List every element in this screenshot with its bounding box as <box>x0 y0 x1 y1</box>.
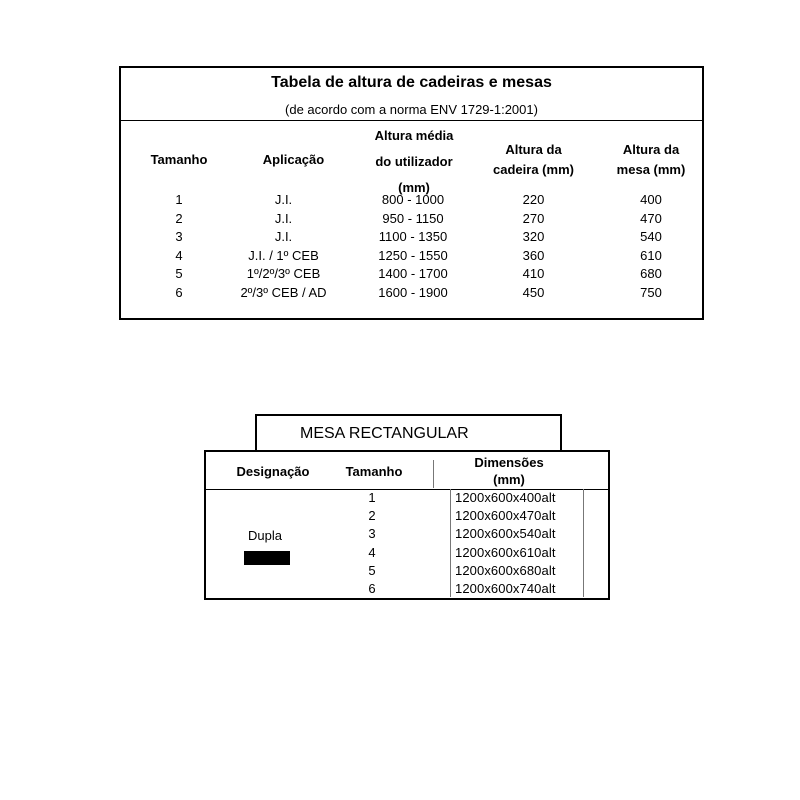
cell-utilizador: 1250 - 1550 <box>378 247 448 263</box>
table-subtitle: (de acordo com a norma ENV 1729-1:2001) <box>285 102 538 117</box>
table-body <box>121 192 702 303</box>
table-title: MESA RECTANGULAR <box>300 425 469 442</box>
header-divider <box>121 120 702 121</box>
header-line: Dimensões <box>474 455 544 470</box>
table-row <box>121 229 702 248</box>
table-row <box>206 545 608 563</box>
table-body <box>206 490 608 599</box>
cell-aplicacao: J.I. <box>274 229 293 244</box>
cell-aplicacao: J.I. / 1º CEB <box>248 247 319 263</box>
cell-mesa: 540 <box>640 229 662 244</box>
rectangular-table-dimensions <box>204 450 610 600</box>
cell-tamanho: 3 <box>368 526 376 542</box>
cell-utilizador: 1400 - 1700 <box>378 266 448 281</box>
column-header-altura-mesa <box>596 140 706 180</box>
chair-table-height-table <box>119 66 704 320</box>
cell-aplicacao: J.I. <box>274 192 293 207</box>
column-header-dimensoes <box>434 454 584 488</box>
table-row <box>121 266 702 285</box>
column-divider <box>433 460 434 488</box>
cell-tamanho: 2 <box>175 210 183 226</box>
column-header-altura-cadeira <box>471 140 596 180</box>
cell-utilizador: 1600 - 1900 <box>378 284 448 300</box>
column-header-designacao: Designação <box>236 464 310 479</box>
table-row <box>206 563 608 581</box>
cell-aplicacao: 1º/2º/3º CEB <box>246 266 321 281</box>
table-row <box>206 508 608 526</box>
cell-mesa: 750 <box>640 284 662 300</box>
header-line: mesa (mm) <box>616 162 686 177</box>
header-line: Altura média <box>374 128 454 143</box>
cell-tamanho: 3 <box>175 229 183 244</box>
cell-dimensao: 1200x600x400alt <box>455 490 556 505</box>
header-line: do utilizador <box>375 154 453 169</box>
cell-utilizador: 800 - 1000 <box>381 192 445 207</box>
column-header-altura-utilizador <box>359 123 469 201</box>
header-line: Altura da <box>505 142 562 157</box>
table-row <box>121 211 702 230</box>
cell-dimensao: 1200x600x610alt <box>455 544 556 560</box>
cell-cadeira: 220 <box>522 192 545 207</box>
cell-mesa: 400 <box>640 192 662 207</box>
cell-tamanho: 1 <box>175 192 183 207</box>
column-header-tamanho: Tamanho <box>150 152 208 167</box>
cell-utilizador: 950 - 1150 <box>382 210 444 226</box>
cell-utilizador: 1100 - 1350 <box>378 229 448 244</box>
table-row <box>121 192 702 211</box>
column-header-tamanho: Tamanho <box>345 464 403 479</box>
cell-mesa: 610 <box>640 247 662 263</box>
cell-cadeira: 360 <box>522 247 545 263</box>
cell-aplicacao: 2º/3º CEB / AD <box>240 284 327 300</box>
cell-tamanho: 5 <box>368 562 376 578</box>
cell-tamanho: 4 <box>368 544 376 560</box>
cell-mesa: 470 <box>640 210 662 226</box>
header-line: (mm) <box>398 180 430 195</box>
cell-dimensao: 1200x600x470alt <box>455 508 556 524</box>
cell-tamanho: 2 <box>368 508 376 524</box>
header-line: Altura da <box>622 142 680 157</box>
table-row <box>206 490 608 508</box>
cell-designacao: Dupla <box>248 528 282 543</box>
cell-cadeira: 450 <box>522 284 545 300</box>
cell-cadeira: 270 <box>522 210 545 226</box>
cell-tamanho: 6 <box>175 284 183 300</box>
cell-dimensao: 1200x600x540alt <box>455 526 556 542</box>
cell-tamanho: 6 <box>368 580 376 596</box>
cell-dimensao: 1200x600x740alt <box>455 580 556 596</box>
table-row <box>206 581 608 599</box>
table-row <box>121 248 702 267</box>
table-title: Tabela de altura de cadeiras e mesas <box>271 74 552 91</box>
cell-mesa: 680 <box>640 266 662 281</box>
cell-tamanho: 1 <box>368 490 376 505</box>
cell-dimensao: 1200x600x680alt <box>455 562 556 578</box>
cell-tamanho: 5 <box>175 266 183 281</box>
header-line: cadeira (mm) <box>493 162 574 177</box>
table-row <box>206 526 608 544</box>
column-header-aplicacao: Aplicação <box>262 152 325 167</box>
cell-aplicacao: J.I. <box>274 210 293 226</box>
cell-cadeira: 320 <box>522 229 545 244</box>
table-row <box>121 285 702 304</box>
cell-cadeira: 410 <box>522 266 545 281</box>
header-line: (mm) <box>493 472 525 487</box>
cell-tamanho: 4 <box>175 247 183 263</box>
